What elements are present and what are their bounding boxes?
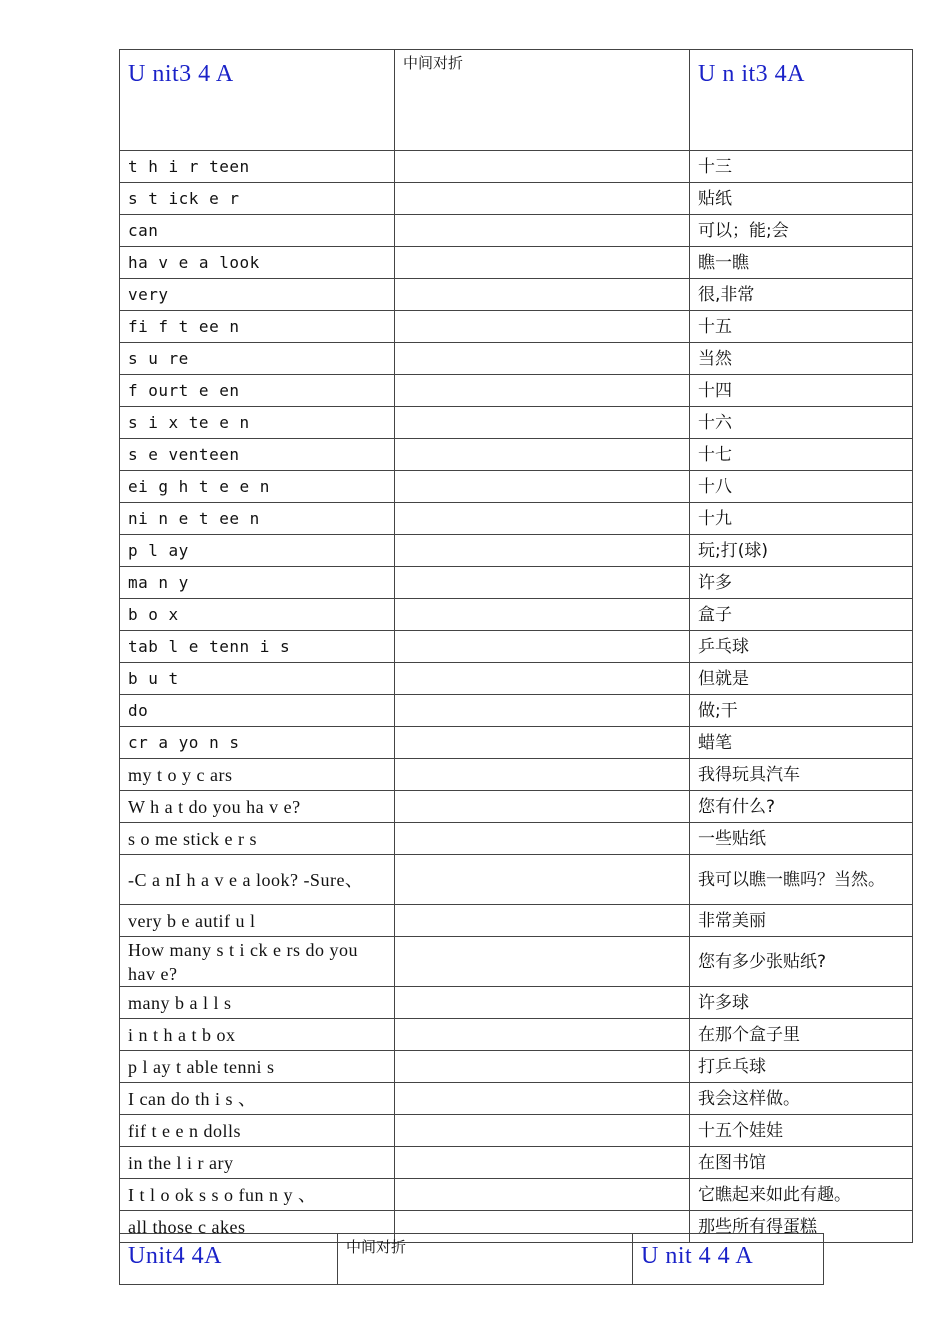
fold-column-blank xyxy=(395,855,690,905)
chinese-meaning: 乒乓球 xyxy=(690,631,913,663)
fold-column-blank xyxy=(395,471,690,503)
fold-column-blank xyxy=(395,759,690,791)
english-term: very b e autif u l xyxy=(120,905,395,937)
vocab-row xyxy=(120,407,913,439)
chinese-meaning: 蜡笔 xyxy=(690,727,913,759)
vocab-row xyxy=(120,987,913,1019)
chinese-meaning: 在图书馆 xyxy=(690,1147,913,1179)
vocab-row xyxy=(120,535,913,567)
vocab-row xyxy=(120,1051,913,1083)
fold-column-blank xyxy=(395,727,690,759)
chinese-meaning: 那些所有得蛋糕 xyxy=(690,1211,913,1243)
fold-column-blank xyxy=(395,567,690,599)
english-term: fi f t ee n xyxy=(120,311,395,343)
fold-note: 中间对折 xyxy=(346,1240,407,1256)
vocab-row xyxy=(120,311,913,343)
fold-column-blank xyxy=(395,215,690,247)
chinese-meaning: 十五 xyxy=(690,311,913,343)
vocab-row xyxy=(120,503,913,535)
english-term: p l ay xyxy=(120,535,395,567)
english-term: s u re xyxy=(120,343,395,375)
vocab-row xyxy=(120,471,913,503)
chinese-meaning: 很,非常 xyxy=(690,279,913,311)
chinese-meaning: 十七 xyxy=(690,439,913,471)
fold-column-blank xyxy=(395,823,690,855)
english-term: can xyxy=(120,215,395,247)
vocab-row xyxy=(120,1179,913,1211)
fold-column-blank xyxy=(395,1147,690,1179)
english-term: s t ick e r xyxy=(120,183,395,215)
vocab-row xyxy=(120,151,913,183)
unit-title-right: U n it3 4A xyxy=(698,61,805,87)
english-term: do xyxy=(120,695,395,727)
fold-column-blank xyxy=(395,695,690,727)
vocab-row xyxy=(120,905,913,937)
chinese-meaning: 十八 xyxy=(690,471,913,503)
english-term: all those c akes xyxy=(120,1211,395,1243)
header-right-cell xyxy=(690,50,913,151)
fold-column-blank xyxy=(395,1019,690,1051)
english-term: my t o y c ars xyxy=(120,759,395,791)
english-term: s o me stick e r s xyxy=(120,823,395,855)
vocab-row xyxy=(120,1115,913,1147)
chinese-meaning: 贴纸 xyxy=(690,183,913,215)
fold-column-blank xyxy=(395,905,690,937)
footer-middle-cell xyxy=(338,1234,633,1285)
vocab-row xyxy=(120,439,913,471)
fold-column-blank xyxy=(395,503,690,535)
english-term: fif t e e n dolls xyxy=(120,1115,395,1147)
chinese-meaning: 我可以瞧一瞧吗？当然。 xyxy=(690,855,913,905)
header-left-cell xyxy=(120,50,395,151)
fold-column-blank xyxy=(395,439,690,471)
chinese-meaning: 许多球 xyxy=(690,987,913,1019)
fold-column-blank xyxy=(395,279,690,311)
vocab-row xyxy=(120,375,913,407)
chinese-meaning: 玩;打(球) xyxy=(690,535,913,567)
chinese-meaning: 许多 xyxy=(690,567,913,599)
next-unit-header-table xyxy=(119,1233,824,1285)
fold-column-blank xyxy=(395,247,690,279)
footer-left-cell xyxy=(120,1234,338,1285)
english-term: f ourt e en xyxy=(120,375,395,407)
vocab-row xyxy=(120,1083,913,1115)
fold-column-blank xyxy=(395,311,690,343)
chinese-meaning: 十三 xyxy=(690,151,913,183)
fold-column-blank xyxy=(395,1083,690,1115)
fold-column-blank xyxy=(395,937,690,987)
vocab-row xyxy=(120,247,913,279)
chinese-meaning: 做;干 xyxy=(690,695,913,727)
fold-column-blank xyxy=(395,1115,690,1147)
english-term: very xyxy=(120,279,395,311)
chinese-meaning: 十九 xyxy=(690,503,913,535)
fold-column-blank xyxy=(395,631,690,663)
english-term: -C a nI h a v e a look? -Sure、 xyxy=(120,855,395,905)
unit-title-left: Unit4 4A xyxy=(128,1243,222,1269)
chinese-meaning: 可以；能;会 xyxy=(690,215,913,247)
english-term: many b a l l s xyxy=(120,987,395,1019)
chinese-meaning: 非常美丽 xyxy=(690,905,913,937)
vocab-row xyxy=(120,1019,913,1051)
chinese-meaning: 十六 xyxy=(690,407,913,439)
fold-column-blank xyxy=(395,375,690,407)
chinese-meaning: 您有多少张贴纸? xyxy=(690,937,913,987)
chinese-meaning: 我会这样做。 xyxy=(690,1083,913,1115)
vocab-row xyxy=(120,183,913,215)
vocab-row xyxy=(120,599,913,631)
chinese-meaning: 我得玩具汽车 xyxy=(690,759,913,791)
vocab-row xyxy=(120,1147,913,1179)
english-term: How many s t i ck e rs do you hav e? xyxy=(120,937,395,987)
vocab-row xyxy=(120,937,913,987)
fold-column-blank xyxy=(395,987,690,1019)
unit-title-left: U nit3 4 A xyxy=(128,61,234,87)
vocab-row xyxy=(120,727,913,759)
vocab-row xyxy=(120,631,913,663)
english-term: ei g h t e e n xyxy=(120,471,395,503)
english-term: ni n e t ee n xyxy=(120,503,395,535)
vocab-row xyxy=(120,343,913,375)
fold-column-blank xyxy=(395,183,690,215)
english-term: s e venteen xyxy=(120,439,395,471)
vocab-row xyxy=(120,855,913,905)
vocab-row xyxy=(120,791,913,823)
english-term: cr a yo n s xyxy=(120,727,395,759)
footer-row xyxy=(120,1234,824,1285)
english-term: s i x te e n xyxy=(120,407,395,439)
chinese-meaning: 十四 xyxy=(690,375,913,407)
english-term: i n t h a t b ox xyxy=(120,1019,395,1051)
fold-column-blank xyxy=(395,791,690,823)
vocab-row xyxy=(120,695,913,727)
english-term: I t l o ok s s o fun n y 、 xyxy=(120,1179,395,1211)
fold-column-blank xyxy=(395,1179,690,1211)
footer-right-cell xyxy=(633,1234,824,1285)
chinese-meaning: 在那个盒子里 xyxy=(690,1019,913,1051)
fold-column-blank xyxy=(395,343,690,375)
chinese-meaning: 但就是 xyxy=(690,663,913,695)
vocabulary-table xyxy=(119,49,913,1243)
unit-title-right: U nit 4 4 A xyxy=(641,1243,754,1269)
english-term: p l ay t able tenni s xyxy=(120,1051,395,1083)
english-term: t h i r teen xyxy=(120,151,395,183)
header-row xyxy=(120,50,913,151)
fold-column-blank xyxy=(395,535,690,567)
chinese-meaning: 打乒乓球 xyxy=(690,1051,913,1083)
chinese-meaning: 盒子 xyxy=(690,599,913,631)
chinese-meaning: 您有什么? xyxy=(690,791,913,823)
chinese-meaning: 它瞧起来如此有趣。 xyxy=(690,1179,913,1211)
vocab-row xyxy=(120,215,913,247)
english-term: tab l e tenn i s xyxy=(120,631,395,663)
english-term: b o x xyxy=(120,599,395,631)
chinese-meaning: 一些贴纸 xyxy=(690,823,913,855)
english-term: ma n y xyxy=(120,567,395,599)
fold-column-blank xyxy=(395,407,690,439)
fold-note: 中间对折 xyxy=(403,56,464,72)
fold-column-blank xyxy=(395,599,690,631)
english-term: in the l i r ary xyxy=(120,1147,395,1179)
english-term: ha v e a look xyxy=(120,247,395,279)
vocab-row xyxy=(120,279,913,311)
header-middle-cell xyxy=(395,50,690,151)
vocab-row xyxy=(120,567,913,599)
vocab-row xyxy=(120,663,913,695)
fold-column-blank xyxy=(395,663,690,695)
vocab-row xyxy=(120,823,913,855)
fold-column-blank xyxy=(395,151,690,183)
fold-column-blank xyxy=(395,1051,690,1083)
chinese-meaning: 十五个娃娃 xyxy=(690,1115,913,1147)
english-term: W h a t do you ha v e? xyxy=(120,791,395,823)
chinese-meaning: 瞧一瞧 xyxy=(690,247,913,279)
chinese-meaning: 当然 xyxy=(690,343,913,375)
english-term: b u t xyxy=(120,663,395,695)
english-term: I can do th i s 、 xyxy=(120,1083,395,1115)
vocab-row xyxy=(120,759,913,791)
